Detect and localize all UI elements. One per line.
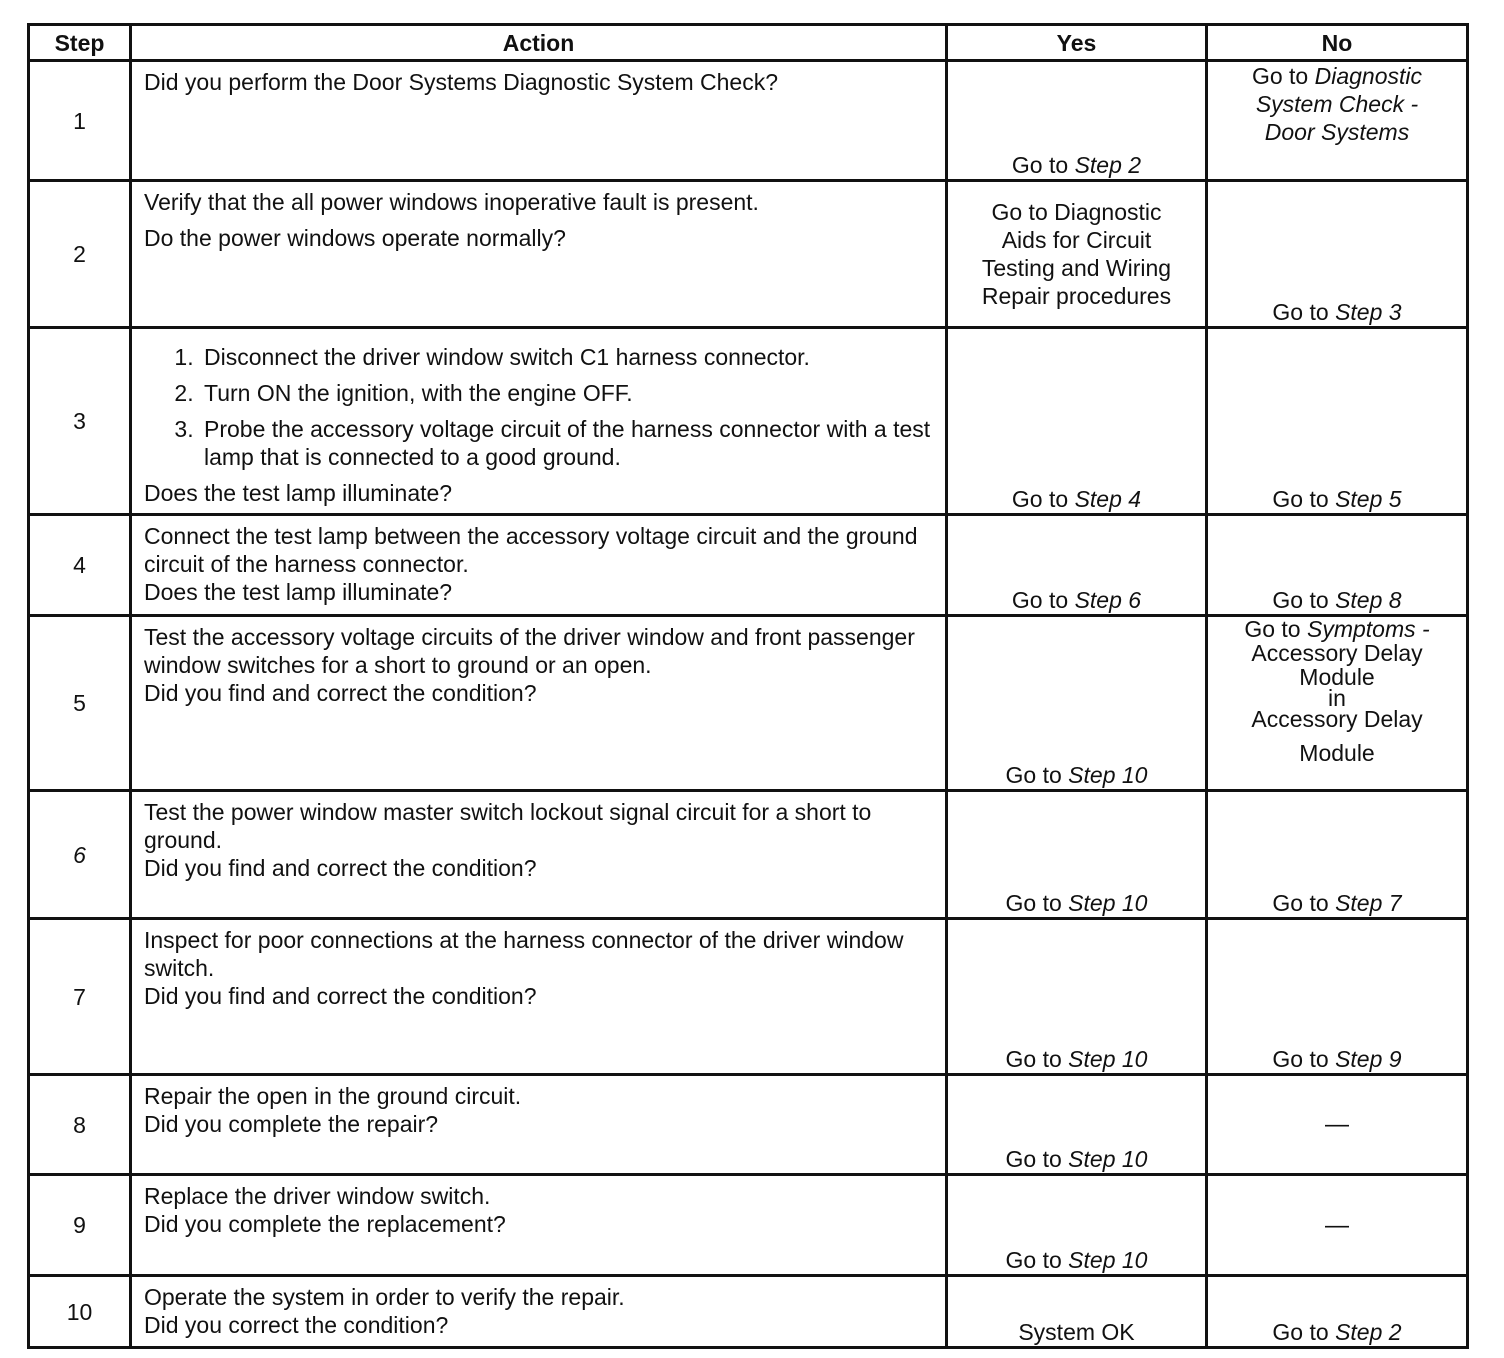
no-cell	[1207, 1075, 1468, 1175]
no-cell: Go to Symptoms - Accessory Delay Module in Accessory Delay Module	[1207, 616, 1468, 791]
step-reference: Step 2	[1335, 1319, 1402, 1345]
action-step-item: 2. Turn ON the ignition, with the engine OFF.	[200, 379, 933, 407]
no-action-dash: —	[1325, 1111, 1349, 1138]
action-cell	[131, 181, 947, 328]
action-cell	[131, 61, 947, 181]
action-question: Does the test lamp illuminate?	[144, 480, 453, 506]
no-action-dash: —	[1325, 1211, 1349, 1239]
no-cell: Go to Step 9	[1207, 919, 1468, 1075]
table-row	[29, 1175, 1468, 1276]
diagnostic-table	[27, 23, 1469, 1349]
step-reference: Step 9	[1335, 1046, 1402, 1072]
step-number: 1	[29, 61, 131, 181]
step-reference: Step 10	[1068, 1146, 1148, 1172]
no-cell	[1207, 1175, 1468, 1276]
header-action: Action	[131, 25, 947, 61]
table-row	[29, 1276, 1468, 1348]
step-number: 9	[29, 1175, 131, 1276]
table-row	[29, 61, 1468, 181]
step-reference: Step 4	[1074, 486, 1142, 512]
yes-cell: Go to Step 10	[947, 919, 1207, 1075]
table-row	[29, 791, 1468, 919]
step-number: 4	[29, 515, 131, 616]
header-no: No	[1207, 25, 1468, 61]
doc-reference: Diagnostic	[1314, 63, 1423, 89]
step-number: 10	[29, 1276, 131, 1348]
table-row	[29, 919, 1468, 1075]
table-row	[29, 1075, 1468, 1175]
step-number: 5	[29, 616, 131, 791]
step-reference: Step 3	[1335, 299, 1402, 325]
action-text: Test the accessory voltage circuits of the driver window and front passenger window switches for a short to ground or an open.	[144, 624, 915, 678]
action-text: Replace the driver window switch.	[144, 1183, 491, 1209]
action-cell	[131, 328, 947, 515]
table-row	[29, 616, 1468, 791]
step-reference: Step 6	[1074, 587, 1142, 613]
action-cell	[131, 1175, 947, 1276]
table-row	[29, 515, 1468, 616]
action-text: Verify that the all power windows inoperative fault is present.	[144, 189, 759, 215]
doc-reference: Symptoms -	[1306, 616, 1430, 642]
header-step: Step	[29, 25, 131, 61]
action-text: Repair the open in the ground circuit.	[144, 1083, 522, 1109]
no-cell: Go to Step 5	[1207, 328, 1468, 515]
action-question: Did you correct the condition?	[144, 1312, 449, 1338]
step-reference: Step 10	[1068, 1046, 1148, 1072]
step-reference: Step 7	[1335, 890, 1402, 916]
no-cell: Go to Step 3	[1207, 181, 1468, 328]
yes-cell: Go to Step 10	[947, 1075, 1207, 1175]
yes-cell: Go to Step 10	[947, 791, 1207, 919]
action-step-item: 1. Disconnect the driver window switch C1 harness connector.	[200, 343, 933, 371]
action-question: Did you complete the replacement?	[144, 1211, 506, 1237]
yes-cell: Go to Step 2	[947, 61, 1207, 181]
action-steps-list	[144, 343, 933, 479]
action-text: Operate the system in order to verify the repair.	[144, 1284, 625, 1310]
no-cell: Go to Step 8	[1207, 515, 1468, 616]
action-step-item: 3. Probe the accessory voltage circuit of the harness connector with a test lamp that is connected to a good ground.	[200, 415, 933, 471]
header-yes: Yes	[947, 25, 1207, 61]
action-cell	[131, 515, 947, 616]
step-reference: Step 10	[1068, 1247, 1148, 1273]
action-cell	[131, 616, 947, 791]
table-row	[29, 328, 1468, 515]
step-reference: Step 10	[1068, 762, 1148, 788]
action-question: Does the test lamp illuminate?	[144, 579, 453, 605]
action-question: Did you complete the repair?	[144, 1111, 439, 1137]
yes-cell: Go to Diagnostic Aids for Circuit Testing and Wiring Repair procedures	[947, 181, 1207, 328]
step-number: 3	[29, 328, 131, 515]
table-header-row	[29, 25, 1468, 61]
action-text: Did you perform the Door Systems Diagnostic System Check?	[144, 69, 779, 95]
table-row	[29, 181, 1468, 328]
step-number: 7	[29, 919, 131, 1075]
no-cell: Go to Step 2	[1207, 1276, 1468, 1348]
action-cell	[131, 1075, 947, 1175]
step-reference: Step 2	[1074, 152, 1142, 178]
step-reference: Step 10	[1068, 890, 1148, 916]
step-reference: Step 5	[1335, 486, 1402, 512]
action-question: Did you find and correct the condition?	[144, 855, 537, 881]
yes-cell: Go to Step 10	[947, 1175, 1207, 1276]
step-number: 8	[29, 1075, 131, 1175]
action-question: Did you find and correct the condition?	[144, 983, 537, 1009]
step-number: 6	[29, 791, 131, 919]
no-cell: Go to Step 7	[1207, 791, 1468, 919]
action-question: Did you find and correct the condition?	[144, 680, 537, 706]
yes-cell: Go to Step 4	[947, 328, 1207, 515]
step-reference: Step 8	[1335, 587, 1402, 613]
yes-cell: Go to Step 6	[947, 515, 1207, 616]
action-cell	[131, 791, 947, 919]
action-cell	[131, 1276, 947, 1348]
action-text: Connect the test lamp between the accessory voltage circuit and the ground circuit of the harness connector.	[144, 523, 918, 577]
system-ok-text: System OK	[1018, 1319, 1135, 1345]
no-cell: Go to Diagnostic System Check - Door Systems	[1207, 61, 1468, 181]
step-number: 2	[29, 181, 131, 328]
action-cell	[131, 919, 947, 1075]
action-text: Test the power window master switch lockout signal circuit for a short to ground.	[144, 799, 872, 853]
action-text: Inspect for poor connections at the harness connector of the driver window switch.	[144, 927, 904, 981]
action-question: Do the power windows operate normally?	[144, 225, 566, 251]
yes-cell: Go to Step 10	[947, 616, 1207, 791]
yes-cell	[947, 1276, 1207, 1348]
